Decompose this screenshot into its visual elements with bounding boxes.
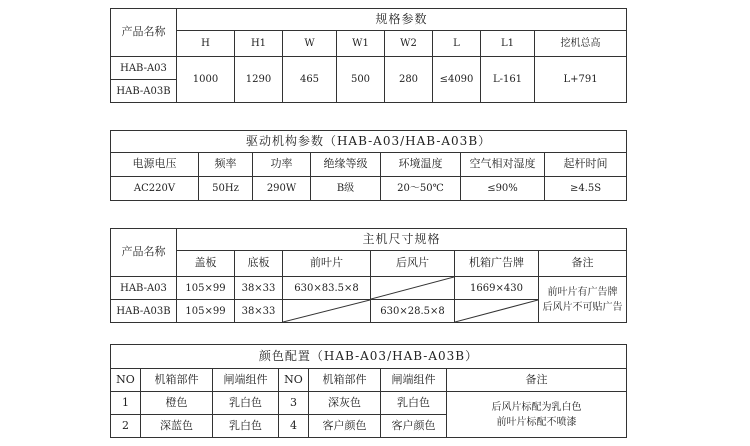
- remark-line: 后风片不可贴广告: [542, 301, 623, 313]
- value-base: 38×33: [235, 300, 283, 323]
- col-cover: 盖板: [177, 251, 235, 277]
- remark-line: 前叶片标配不喷漆: [496, 416, 577, 428]
- col-w1: W1: [337, 31, 385, 57]
- gate-component-color: 客户颜色: [381, 415, 447, 438]
- host-size-title: 主机尺寸规格: [177, 229, 627, 251]
- col-lift-time: 起杆时间: [545, 153, 627, 177]
- no-cell: 2: [111, 415, 141, 438]
- value-cover: 105×99: [177, 300, 235, 323]
- col-gate-component: 闸端组件: [381, 369, 447, 392]
- case-part-color: 深蓝色: [141, 415, 213, 438]
- case-part-color: 深灰色: [309, 392, 381, 415]
- no-cell: 3: [279, 392, 309, 415]
- empty-diagonal-cell: [455, 300, 539, 323]
- col-w: W: [283, 31, 337, 57]
- color-config-table: [110, 344, 627, 438]
- no-cell: 1: [111, 392, 141, 415]
- col-case-part: 机箱部件: [309, 369, 381, 392]
- col-l1: L1: [481, 31, 535, 57]
- spec-params-title: 规格参数: [177, 9, 627, 31]
- value-total-height: L+791: [535, 57, 627, 103]
- value-voltage: AC220V: [111, 177, 199, 201]
- col-base: 底板: [235, 251, 283, 277]
- value-w2: 280: [385, 57, 433, 103]
- value-w1: 500: [337, 57, 385, 103]
- col-humidity: 空气相对湿度: [461, 153, 545, 177]
- gate-component-color: 乳白色: [213, 392, 279, 415]
- col-no: NO: [111, 369, 141, 392]
- value-power: 290W: [253, 177, 311, 201]
- col-voltage: 电源电压: [111, 153, 199, 177]
- color-config-title: 颜色配置（HAB-A03/HAB-A03B）: [111, 345, 627, 369]
- product-name-header: 产品名称: [111, 9, 177, 57]
- model-cell: HAB-A03B: [111, 80, 177, 103]
- case-part-color: 客户颜色: [309, 415, 381, 438]
- remark-cell: [539, 277, 627, 323]
- col-no: NO: [279, 369, 309, 392]
- model-cell: HAB-A03: [111, 277, 177, 300]
- value-frequency: 50Hz: [199, 177, 253, 201]
- remark-line: 后风片标配为乳白色: [491, 401, 582, 413]
- value-h: 1000: [177, 57, 235, 103]
- value-lift-time: ≥4.5S: [545, 177, 627, 201]
- col-remark: 备注: [447, 369, 627, 392]
- col-h: H: [177, 31, 235, 57]
- col-case-part: 机箱部件: [141, 369, 213, 392]
- model-cell: HAB-A03: [111, 57, 177, 80]
- value-front-blade: 630×83.5×8: [283, 277, 371, 300]
- remark-line: 前叶片有广告牌: [547, 286, 618, 298]
- drive-params-table: [110, 130, 627, 201]
- value-l: ≤4090: [433, 57, 481, 103]
- value-l1: L-161: [481, 57, 535, 103]
- col-ambient-temp: 环境温度: [381, 153, 461, 177]
- value-ad-board: 1669×430: [455, 277, 539, 300]
- col-w2: W2: [385, 31, 433, 57]
- value-ambient-temp: 20～50℃: [381, 177, 461, 201]
- col-ad-board: 机箱广告牌: [455, 251, 539, 277]
- case-part-color: 橙色: [141, 392, 213, 415]
- value-humidity: ≤90%: [461, 177, 545, 201]
- col-remark: 备注: [539, 251, 627, 277]
- value-w: 465: [283, 57, 337, 103]
- empty-diagonal-cell: [283, 300, 371, 323]
- col-h1: H1: [235, 31, 283, 57]
- product-name-header: 产品名称: [111, 229, 177, 277]
- model-cell: HAB-A03B: [111, 300, 177, 323]
- value-base: 38×33: [235, 277, 283, 300]
- col-total-height: 挖机总高: [535, 31, 627, 57]
- col-l: L: [433, 31, 481, 57]
- col-power: 功率: [253, 153, 311, 177]
- value-cover: 105×99: [177, 277, 235, 300]
- col-insulation: 绝缘等级: [311, 153, 381, 177]
- gate-component-color: 乳白色: [213, 415, 279, 438]
- empty-diagonal-cell: [371, 277, 455, 300]
- drive-params-title: 驱动机构参数（HAB-A03/HAB-A03B）: [111, 131, 627, 153]
- remark-cell: [447, 392, 627, 438]
- gate-component-color: 乳白色: [381, 392, 447, 415]
- value-insulation: B级: [311, 177, 381, 201]
- col-gate-component: 闸端组件: [213, 369, 279, 392]
- spec-params-table: [110, 8, 627, 103]
- host-size-table: [110, 228, 627, 323]
- value-rear-blade: 630×28.5×8: [371, 300, 455, 323]
- no-cell: 4: [279, 415, 309, 438]
- col-frequency: 频率: [199, 153, 253, 177]
- col-front-blade: 前叶片: [283, 251, 371, 277]
- value-h1: 1290: [235, 57, 283, 103]
- col-rear-blade: 后风片: [371, 251, 455, 277]
